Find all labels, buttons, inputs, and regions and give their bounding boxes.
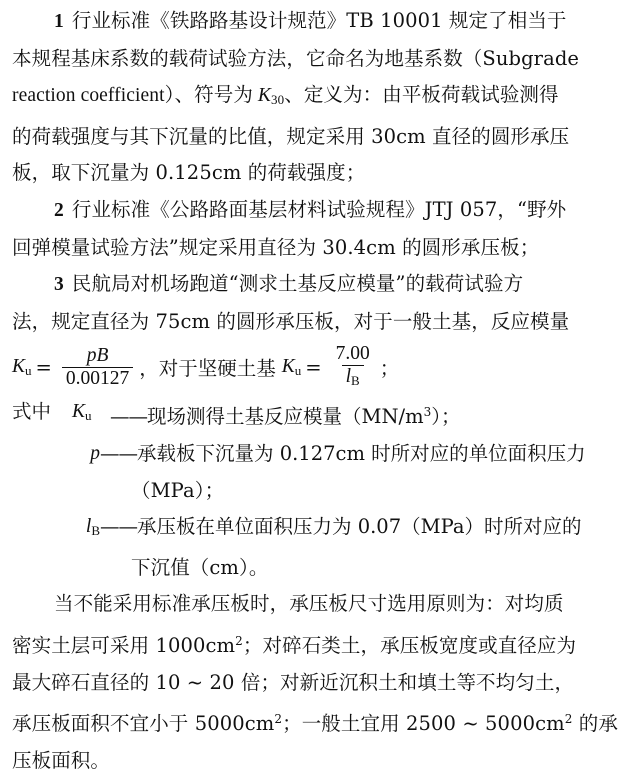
item-3-line-2: 法，规定直径为 75cm 的圆形承压板，对于一般土基，反应模量 (12, 309, 570, 333)
def-3-sym-main: l (85, 516, 92, 538)
item-2-number: 2 (54, 199, 64, 221)
fraction-1-denominator: 0.00127 (62, 367, 133, 390)
fraction-2-den-sub: B (351, 372, 360, 388)
item-1-number: 1 (54, 11, 64, 32)
formula-end: ； (379, 357, 400, 381)
where-def-2 (12, 436, 630, 473)
where-label: 式中 (12, 400, 52, 424)
def-1-sup: 3 (423, 405, 432, 420)
formula-k-sub: u (25, 362, 32, 378)
closing-line-4c: 的承 (572, 712, 618, 736)
fraction-2-den-main: l (345, 365, 352, 387)
def-3-continuation: 下沉值（cm）。 (131, 555, 269, 579)
reaction-modulus-formula (12, 340, 630, 394)
closing-line-2a: 密实土层可采用 1000cm (12, 633, 236, 657)
def-2-sym-main: p (90, 442, 100, 464)
closing-line-1: 当不能采用标准承压板时，承压板尺寸选用原则为：对均质 (54, 592, 564, 616)
closing-line-4a: 承压板面积不宜小于 5000cm (12, 712, 275, 736)
def-1-dash: —— (110, 405, 147, 429)
where-def-1 (12, 394, 630, 436)
closing-line-4b: ；一般土宜用 2500 ~ 5000cm (282, 712, 565, 736)
item-1-line-5: 板，取下沉量为 0.125cm 的荷载强度； (12, 161, 366, 185)
fraction-2-denominator (342, 365, 364, 392)
formula-k2-sub: u (294, 362, 302, 378)
closing-line-4-sup-2: 2 (564, 712, 573, 727)
closing-line-3: 最大碎石直径的 10 ~ 20 倍；对新近沉积土和填土等不均匀土， (12, 670, 575, 694)
k30-symbol (258, 85, 284, 106)
item-3-number: 3 (54, 274, 64, 296)
closing-line-5: 压板面积。 (12, 748, 111, 772)
item-3-paragraph (12, 266, 630, 340)
def-3-text: 承压板在单位面积压力为 0.07（MPa）时所对应的 (137, 515, 582, 539)
def-1-body (110, 394, 630, 436)
def-2-text: 承载板下沉量为 0.127cm 时所对应的单位面积压力 (137, 441, 586, 465)
item-2-line-1: 行业标准《公路路面基层材料试验规程》JTJ 057，“野外 (71, 197, 567, 221)
formula-fraction-2 (332, 343, 374, 392)
formula-mid-text: ，对于坚硬土基 (139, 357, 276, 381)
item-3-line-1: 民航局对机场跑道“测求土基反应模量”的载荷试验方 (71, 272, 524, 296)
formula-equals-2: = (305, 355, 322, 379)
def-2-dash: —— (100, 441, 137, 465)
item-1-line-2: 本规程基床系数的载荷试验方法，它命名为地基系数（Subgrade (12, 46, 580, 70)
closing-line-2-sup: 2 (235, 633, 243, 648)
item-2-line-2: 回弹模量试验方法”规定采用直径为 30.4cm 的圆形承压板； (12, 235, 540, 259)
def-2-body (100, 436, 630, 473)
formula-k-symbol-2 (282, 356, 302, 379)
def-2-continuation: （MPa）； (131, 478, 225, 502)
formula-fraction-1 (62, 345, 133, 390)
def-3-sym-sub: B (91, 523, 100, 539)
def-3-body (100, 509, 630, 550)
item-1-line-1: 行业标准《铁路路基设计规范》TB 10001 规定了相当于 (71, 9, 567, 32)
closing-paragraph (12, 586, 630, 779)
fraction-2-numerator: 7.00 (335, 342, 370, 364)
def-1-sym-sub: u (85, 408, 92, 424)
def-1-text: 现场测得土基反应模量（MN/m (147, 405, 424, 429)
fraction-1-numerator: pB (86, 344, 109, 366)
formula-k2-main: K (281, 355, 295, 377)
item-2-paragraph (12, 192, 630, 266)
item-1-line-3: reaction coefficient）、符号为 (12, 85, 258, 107)
formula-equals: = (35, 355, 52, 379)
closing-line-2b: ；对碎石类土，承压板宽度或直径应为 (242, 633, 577, 657)
where-def-3 (12, 509, 630, 550)
formula-k-symbol (12, 356, 32, 379)
def-3-symbol (62, 509, 100, 550)
k30-symbol-sub: 30 (271, 92, 285, 108)
def-1-sym-main: K (72, 401, 86, 423)
def-3-spacer (12, 509, 62, 550)
def-2-spacer (12, 436, 62, 473)
def-1-tail: ）； (431, 405, 461, 429)
k30-symbol-main: K (257, 85, 272, 107)
item-1-paragraph (12, 3, 630, 192)
def-2-symbol (62, 436, 100, 473)
item-1-line-3b: 、定义为：由平板荷载试验测得 (284, 83, 559, 107)
def-3-dash: —— (100, 515, 137, 539)
def-1-symbol (62, 394, 110, 436)
formula-k-main: K (12, 355, 26, 377)
item-1-line-4: 的荷载强度与其下沉量的比值，规定采用 30cm 直径的圆形承压 (12, 124, 570, 148)
closing-line-4-sup: 2 (274, 712, 283, 727)
